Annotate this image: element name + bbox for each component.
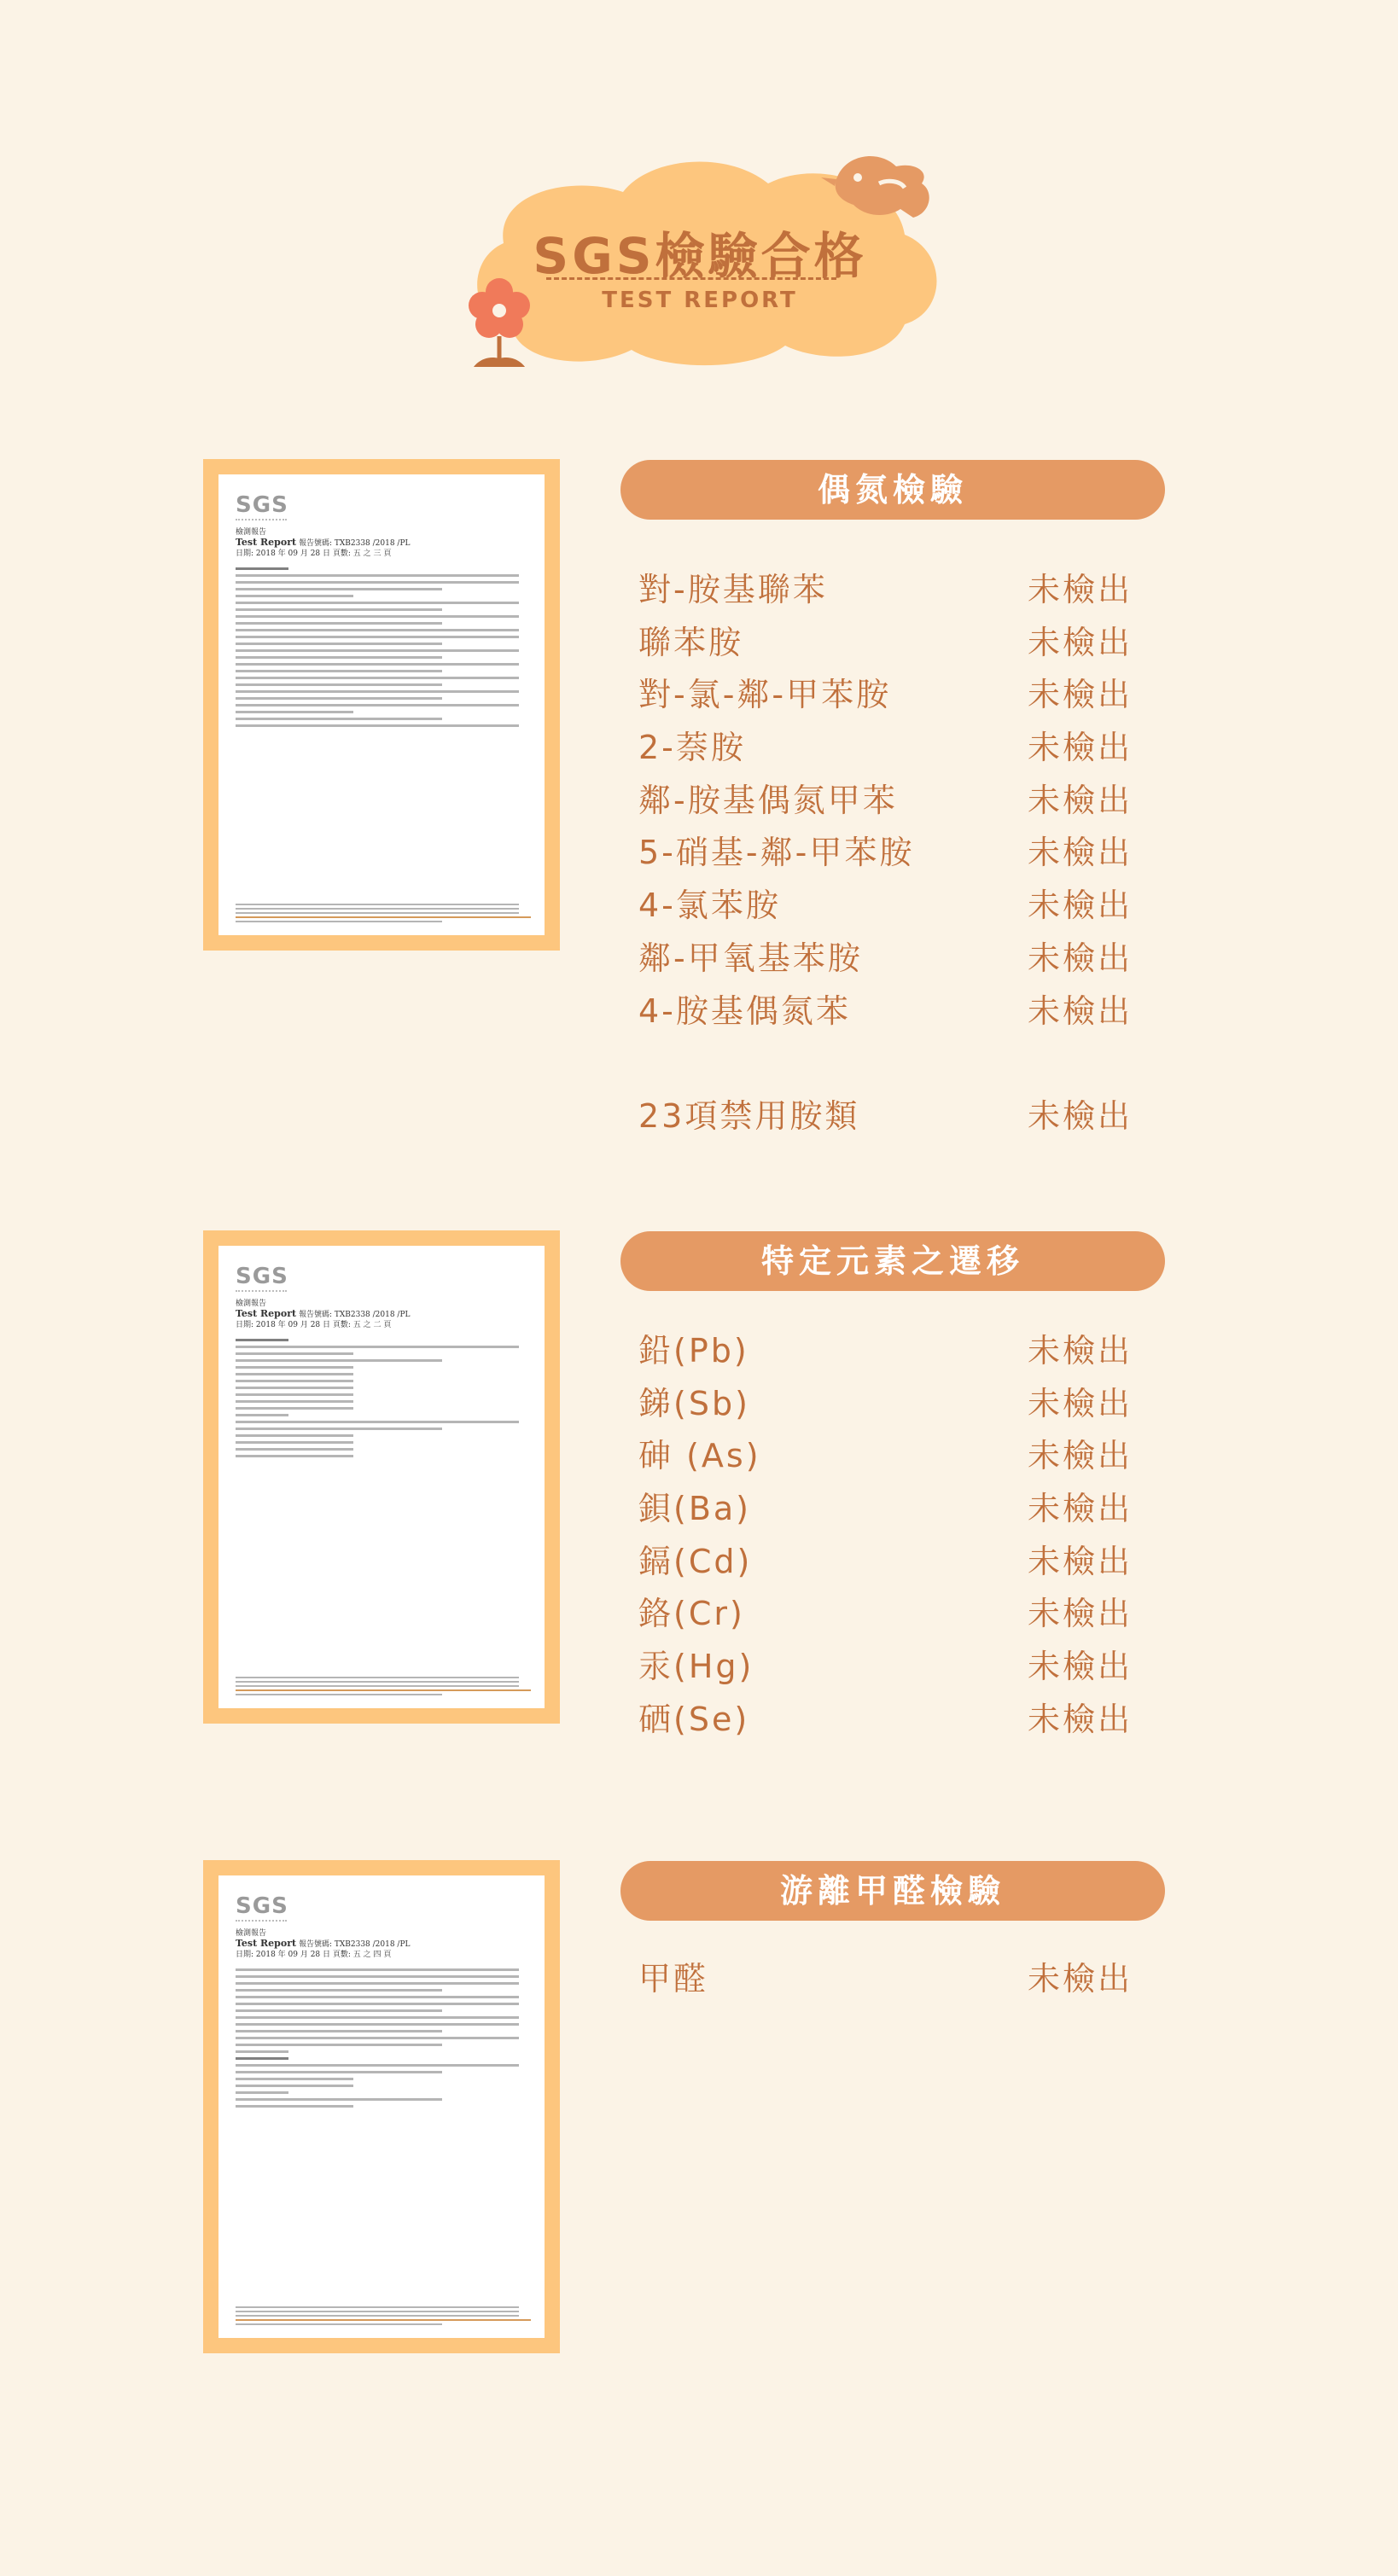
badge-title: SGS檢驗合格 [533, 227, 867, 285]
list-item: 砷 (As) 未檢出 [638, 1437, 1133, 1475]
report-thumbnail-formaldehyde [203, 1860, 560, 2353]
list-item: 鄰-胺基偶氮甲苯 未檢出 [638, 781, 1133, 819]
list-item: 對-胺基聯苯 未檢出 [638, 571, 1133, 608]
summary-item: 23項禁用胺類 未檢出 [638, 1097, 1133, 1135]
badge-subtitle: TEST REPORT [602, 288, 798, 313]
list-item: 鉻(Cr) 未檢出 [638, 1595, 1133, 1633]
report-header: 檢測報告 Test Report 報告號碼: TXB2338 /2018 /PL 日期: 2018 年 09 月 28 日 頁數: 五 之 三 頁 [236, 528, 411, 558]
report-header: 檢測報告 Test Report 報告號碼: TXB2338 /2018 /PL 日期: 2018 年 09 月 28 日 頁數: 五 之 四 頁 [236, 1929, 411, 1959]
report-footer [236, 901, 531, 925]
report-body [236, 1968, 531, 2108]
list-item: 汞(Hg) 未檢出 [638, 1648, 1133, 1686]
list-item: 銻(Sb) 未檢出 [638, 1384, 1133, 1422]
list-item: 對-氯-鄰-甲苯胺 未檢出 [638, 676, 1133, 714]
list-item: 鄰-甲氧基苯胺 未檢出 [638, 939, 1133, 977]
report-body [236, 1339, 531, 1457]
list-item: 硒(Se) 未檢出 [638, 1700, 1133, 1738]
report-page [218, 1246, 545, 1708]
azo-summary [638, 1090, 1150, 1143]
report-thumbnail-elements [203, 1230, 560, 1724]
elements-results-list [638, 1325, 1150, 1747]
list-item: 5-硝基-鄰-甲苯胺 未檢出 [638, 834, 1133, 872]
report-body [236, 567, 531, 727]
formaldehyde-results-list [638, 1953, 1150, 2006]
sgs-logo: SGS [236, 493, 531, 520]
report-footer [236, 1674, 531, 1698]
report-footer [236, 2304, 531, 2328]
list-item: 甲醛 未檢出 [638, 1960, 1133, 1997]
list-item: 4-胺基偶氮苯 未檢出 [638, 991, 1133, 1030]
list-item: 鋇(Ba) 未檢出 [638, 1490, 1133, 1528]
section-heading-elements: 特定元素之遷移 [620, 1231, 1165, 1291]
report-page [218, 474, 545, 935]
list-item: 鉛(Pb) 未檢出 [638, 1332, 1133, 1369]
badge-divider [546, 277, 836, 280]
report-thumbnail-azo [203, 459, 560, 951]
section-heading-formaldehyde: 游離甲醛檢驗 [620, 1861, 1165, 1921]
list-item: 4-氯苯胺 未檢出 [638, 887, 1133, 925]
report-header: 檢測報告 Test Report 報告號碼: TXB2338 /2018 /PL 日期: 2018 年 09 月 28 日 頁數: 五 之 二 頁 [236, 1300, 411, 1329]
sgs-header-badge [444, 141, 956, 380]
list-item: 聯苯胺 未檢出 [638, 623, 1133, 661]
list-item: 2-萘胺 未檢出 [638, 729, 1133, 767]
report-page [218, 1875, 545, 2338]
sgs-logo: SGS [236, 1894, 531, 1922]
sgs-logo: SGS [236, 1265, 531, 1292]
section-heading-azo: 偶氮檢驗 [620, 460, 1165, 520]
list-item: 鎘(Cd) 未檢出 [638, 1542, 1133, 1580]
azo-results-list [638, 564, 1150, 1038]
